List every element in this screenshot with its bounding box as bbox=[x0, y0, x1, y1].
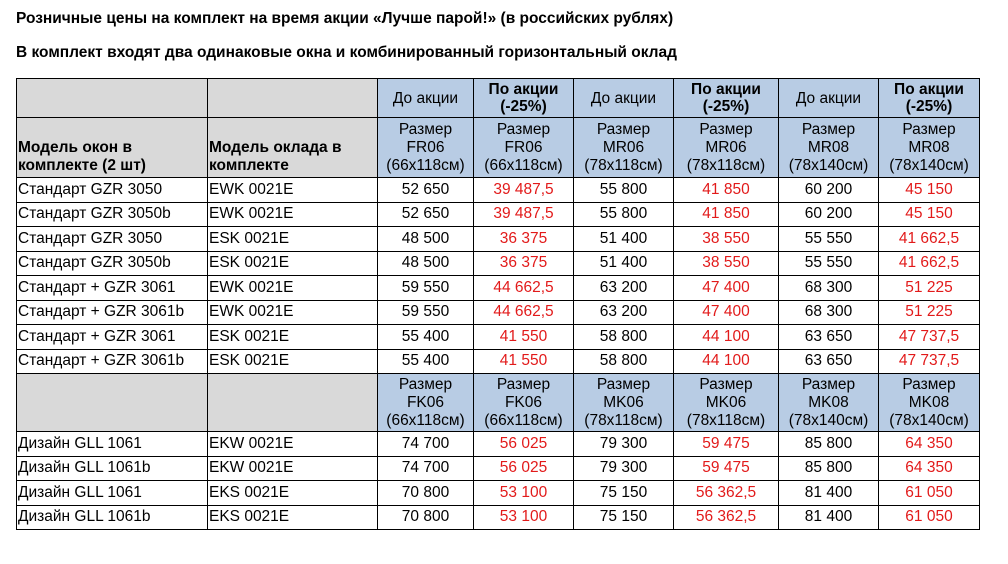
promo-price-cell: 56 025 bbox=[474, 432, 574, 457]
regular-price-cell: 75 150 bbox=[574, 481, 674, 506]
table-row bbox=[17, 202, 980, 227]
flashing-model-cell: EKW 0021E bbox=[208, 456, 378, 481]
regular-price-cell: 70 800 bbox=[378, 481, 474, 506]
promo-price-cell: 59 475 bbox=[674, 432, 779, 457]
window-model-cell: Дизайн GLL 1061 bbox=[17, 432, 208, 457]
window-model-cell: Дизайн GLL 1061 bbox=[17, 481, 208, 506]
flashing-model-cell: EWK 0021E bbox=[208, 276, 378, 301]
regular-price-cell: 55 800 bbox=[574, 178, 674, 203]
promo-price-cell: 59 475 bbox=[674, 456, 779, 481]
flashing-model-cell: ESK 0021E bbox=[208, 325, 378, 350]
size-header-cell: Размер FK06 (66x118см) bbox=[378, 374, 474, 432]
window-model-cell: Стандарт GZR 3050b bbox=[17, 251, 208, 276]
promo-price-cell: 36 375 bbox=[474, 251, 574, 276]
header-row-sizes bbox=[17, 118, 980, 178]
regular-price-cell: 79 300 bbox=[574, 432, 674, 457]
regular-price-cell: 58 800 bbox=[574, 325, 674, 350]
header-promo-cell: По акции (-25%) bbox=[674, 79, 779, 118]
window-model-cell: Стандарт GZR 3050b bbox=[17, 202, 208, 227]
page-subtitle: В комплект входят два одинаковые окна и комбинированный горизонтальный оклад bbox=[16, 44, 677, 61]
regular-price-cell: 79 300 bbox=[574, 456, 674, 481]
promo-price-cell: 44 662,5 bbox=[474, 300, 574, 325]
regular-price-cell: 70 800 bbox=[378, 505, 474, 530]
promo-price-cell: 64 350 bbox=[879, 456, 980, 481]
promo-price-cell: 61 050 bbox=[879, 481, 980, 506]
regular-price-cell: 60 200 bbox=[779, 202, 879, 227]
flashing-model-cell: EKS 0021E bbox=[208, 481, 378, 506]
promo-price-cell: 47 400 bbox=[674, 300, 779, 325]
regular-price-cell: 81 400 bbox=[779, 505, 879, 530]
size-header-cell: Размер MK06 (78x118см) bbox=[574, 374, 674, 432]
promo-price-cell: 56 362,5 bbox=[674, 505, 779, 530]
promo-price-cell: 61 050 bbox=[879, 505, 980, 530]
size-header-cell: Размер MK08 (78x140см) bbox=[779, 374, 879, 432]
promo-price-cell: 38 550 bbox=[674, 227, 779, 252]
header-promo-cell: По акции (-25%) bbox=[879, 79, 980, 118]
header-row-promo bbox=[17, 79, 980, 118]
regular-price-cell: 63 650 bbox=[779, 325, 879, 350]
promo-price-cell: 44 100 bbox=[674, 349, 779, 374]
table-row bbox=[17, 227, 980, 252]
header-row-sizes bbox=[17, 374, 980, 432]
promo-price-cell: 41 850 bbox=[674, 202, 779, 227]
flashing-model-cell: EKS 0021E bbox=[208, 505, 378, 530]
regular-price-cell: 48 500 bbox=[378, 227, 474, 252]
size-header-cell: Размер MK08 (78x140см) bbox=[879, 374, 980, 432]
window-model-cell: Стандарт + GZR 3061b bbox=[17, 300, 208, 325]
promo-price-cell: 39 487,5 bbox=[474, 202, 574, 227]
regular-price-cell: 59 550 bbox=[378, 276, 474, 301]
header-before-cell: До акции bbox=[574, 79, 674, 118]
promo-price-cell: 53 100 bbox=[474, 505, 574, 530]
promo-price-cell: 41 550 bbox=[474, 349, 574, 374]
regular-price-cell: 51 400 bbox=[574, 251, 674, 276]
table-row bbox=[17, 481, 980, 506]
promo-price-cell: 51 225 bbox=[879, 276, 980, 301]
promo-price-cell: 47 737,5 bbox=[879, 349, 980, 374]
promo-price-cell: 45 150 bbox=[879, 202, 980, 227]
table-row bbox=[17, 300, 980, 325]
flashing-model-cell: EKW 0021E bbox=[208, 432, 378, 457]
flashing-model-cell: EWK 0021E bbox=[208, 202, 378, 227]
window-model-cell: Стандарт + GZR 3061 bbox=[17, 325, 208, 350]
regular-price-cell: 55 550 bbox=[779, 227, 879, 252]
regular-price-cell: 81 400 bbox=[779, 481, 879, 506]
price-table bbox=[16, 78, 980, 530]
promo-price-cell: 39 487,5 bbox=[474, 178, 574, 203]
size-header-cell: Размер FR06 (66x118см) bbox=[378, 118, 474, 178]
promo-price-cell: 44 662,5 bbox=[474, 276, 574, 301]
promo-price-cell: 41 662,5 bbox=[879, 251, 980, 276]
size-header-cell: Размер MR08 (78x140см) bbox=[879, 118, 980, 178]
regular-price-cell: 55 550 bbox=[779, 251, 879, 276]
window-model-cell: Дизайн GLL 1061b bbox=[17, 456, 208, 481]
size-header-cell: Размер FR06 (66x118см) bbox=[474, 118, 574, 178]
table-row bbox=[17, 349, 980, 374]
regular-price-cell: 68 300 bbox=[779, 276, 879, 301]
promo-price-cell: 41 850 bbox=[674, 178, 779, 203]
window-model-cell: Стандарт GZR 3050 bbox=[17, 178, 208, 203]
window-model-cell: Стандарт + GZR 3061b bbox=[17, 349, 208, 374]
table-row bbox=[17, 432, 980, 457]
header-before-cell: До акции bbox=[779, 79, 879, 118]
regular-price-cell: 75 150 bbox=[574, 505, 674, 530]
window-model-cell: Дизайн GLL 1061b bbox=[17, 505, 208, 530]
promo-price-cell: 45 150 bbox=[879, 178, 980, 203]
size-header-cell: Размер MR06 (78x118см) bbox=[674, 118, 779, 178]
promo-price-cell: 47 400 bbox=[674, 276, 779, 301]
regular-price-cell: 85 800 bbox=[779, 432, 879, 457]
regular-price-cell: 55 800 bbox=[574, 202, 674, 227]
header-empty-cell bbox=[17, 374, 208, 432]
regular-price-cell: 52 650 bbox=[378, 202, 474, 227]
promo-price-cell: 41 662,5 bbox=[879, 227, 980, 252]
header-empty-cell bbox=[17, 79, 208, 118]
promo-price-cell: 51 225 bbox=[879, 300, 980, 325]
regular-price-cell: 51 400 bbox=[574, 227, 674, 252]
flashing-model-cell: ESK 0021E bbox=[208, 251, 378, 276]
regular-price-cell: 48 500 bbox=[378, 251, 474, 276]
table-row bbox=[17, 276, 980, 301]
size-header-cell: Размер MR06 (78x118см) bbox=[574, 118, 674, 178]
table-row bbox=[17, 456, 980, 481]
regular-price-cell: 55 400 bbox=[378, 325, 474, 350]
regular-price-cell: 60 200 bbox=[779, 178, 879, 203]
regular-price-cell: 85 800 bbox=[779, 456, 879, 481]
promo-price-cell: 47 737,5 bbox=[879, 325, 980, 350]
regular-price-cell: 58 800 bbox=[574, 349, 674, 374]
promo-price-cell: 44 100 bbox=[674, 325, 779, 350]
table-row bbox=[17, 251, 980, 276]
promo-price-cell: 36 375 bbox=[474, 227, 574, 252]
regular-price-cell: 63 650 bbox=[779, 349, 879, 374]
promo-price-cell: 38 550 bbox=[674, 251, 779, 276]
size-header-cell: Размер FK06 (66x118см) bbox=[474, 374, 574, 432]
promo-price-cell: 41 550 bbox=[474, 325, 574, 350]
window-model-cell: Стандарт GZR 3050 bbox=[17, 227, 208, 252]
header-flashing-label: Модель оклада в комплекте bbox=[208, 118, 378, 178]
header-empty-cell bbox=[208, 374, 378, 432]
regular-price-cell: 74 700 bbox=[378, 432, 474, 457]
window-model-cell: Стандарт + GZR 3061 bbox=[17, 276, 208, 301]
flashing-model-cell: ESK 0021E bbox=[208, 227, 378, 252]
promo-price-cell: 53 100 bbox=[474, 481, 574, 506]
size-header-cell: Размер MK06 (78x118см) bbox=[674, 374, 779, 432]
regular-price-cell: 63 200 bbox=[574, 276, 674, 301]
table-row bbox=[17, 325, 980, 350]
table-row bbox=[17, 178, 980, 203]
table-row bbox=[17, 505, 980, 530]
regular-price-cell: 63 200 bbox=[574, 300, 674, 325]
regular-price-cell: 68 300 bbox=[779, 300, 879, 325]
header-model-label: Модель окон в комплекте (2 шт) bbox=[17, 118, 208, 178]
regular-price-cell: 74 700 bbox=[378, 456, 474, 481]
regular-price-cell: 59 550 bbox=[378, 300, 474, 325]
promo-price-cell: 56 025 bbox=[474, 456, 574, 481]
flashing-model-cell: EWK 0021E bbox=[208, 300, 378, 325]
regular-price-cell: 55 400 bbox=[378, 349, 474, 374]
size-header-cell: Размер MR08 (78x140см) bbox=[779, 118, 879, 178]
flashing-model-cell: ESK 0021E bbox=[208, 349, 378, 374]
promo-price-cell: 56 362,5 bbox=[674, 481, 779, 506]
regular-price-cell: 52 650 bbox=[378, 178, 474, 203]
header-before-cell: До акции bbox=[378, 79, 474, 118]
header-promo-cell: По акции (-25%) bbox=[474, 79, 574, 118]
flashing-model-cell: EWK 0021E bbox=[208, 178, 378, 203]
header-empty-cell bbox=[208, 79, 378, 118]
page-title: Розничные цены на комплект на время акции «Лучше парой!» (в российских рублях) bbox=[16, 10, 674, 27]
promo-price-cell: 64 350 bbox=[879, 432, 980, 457]
